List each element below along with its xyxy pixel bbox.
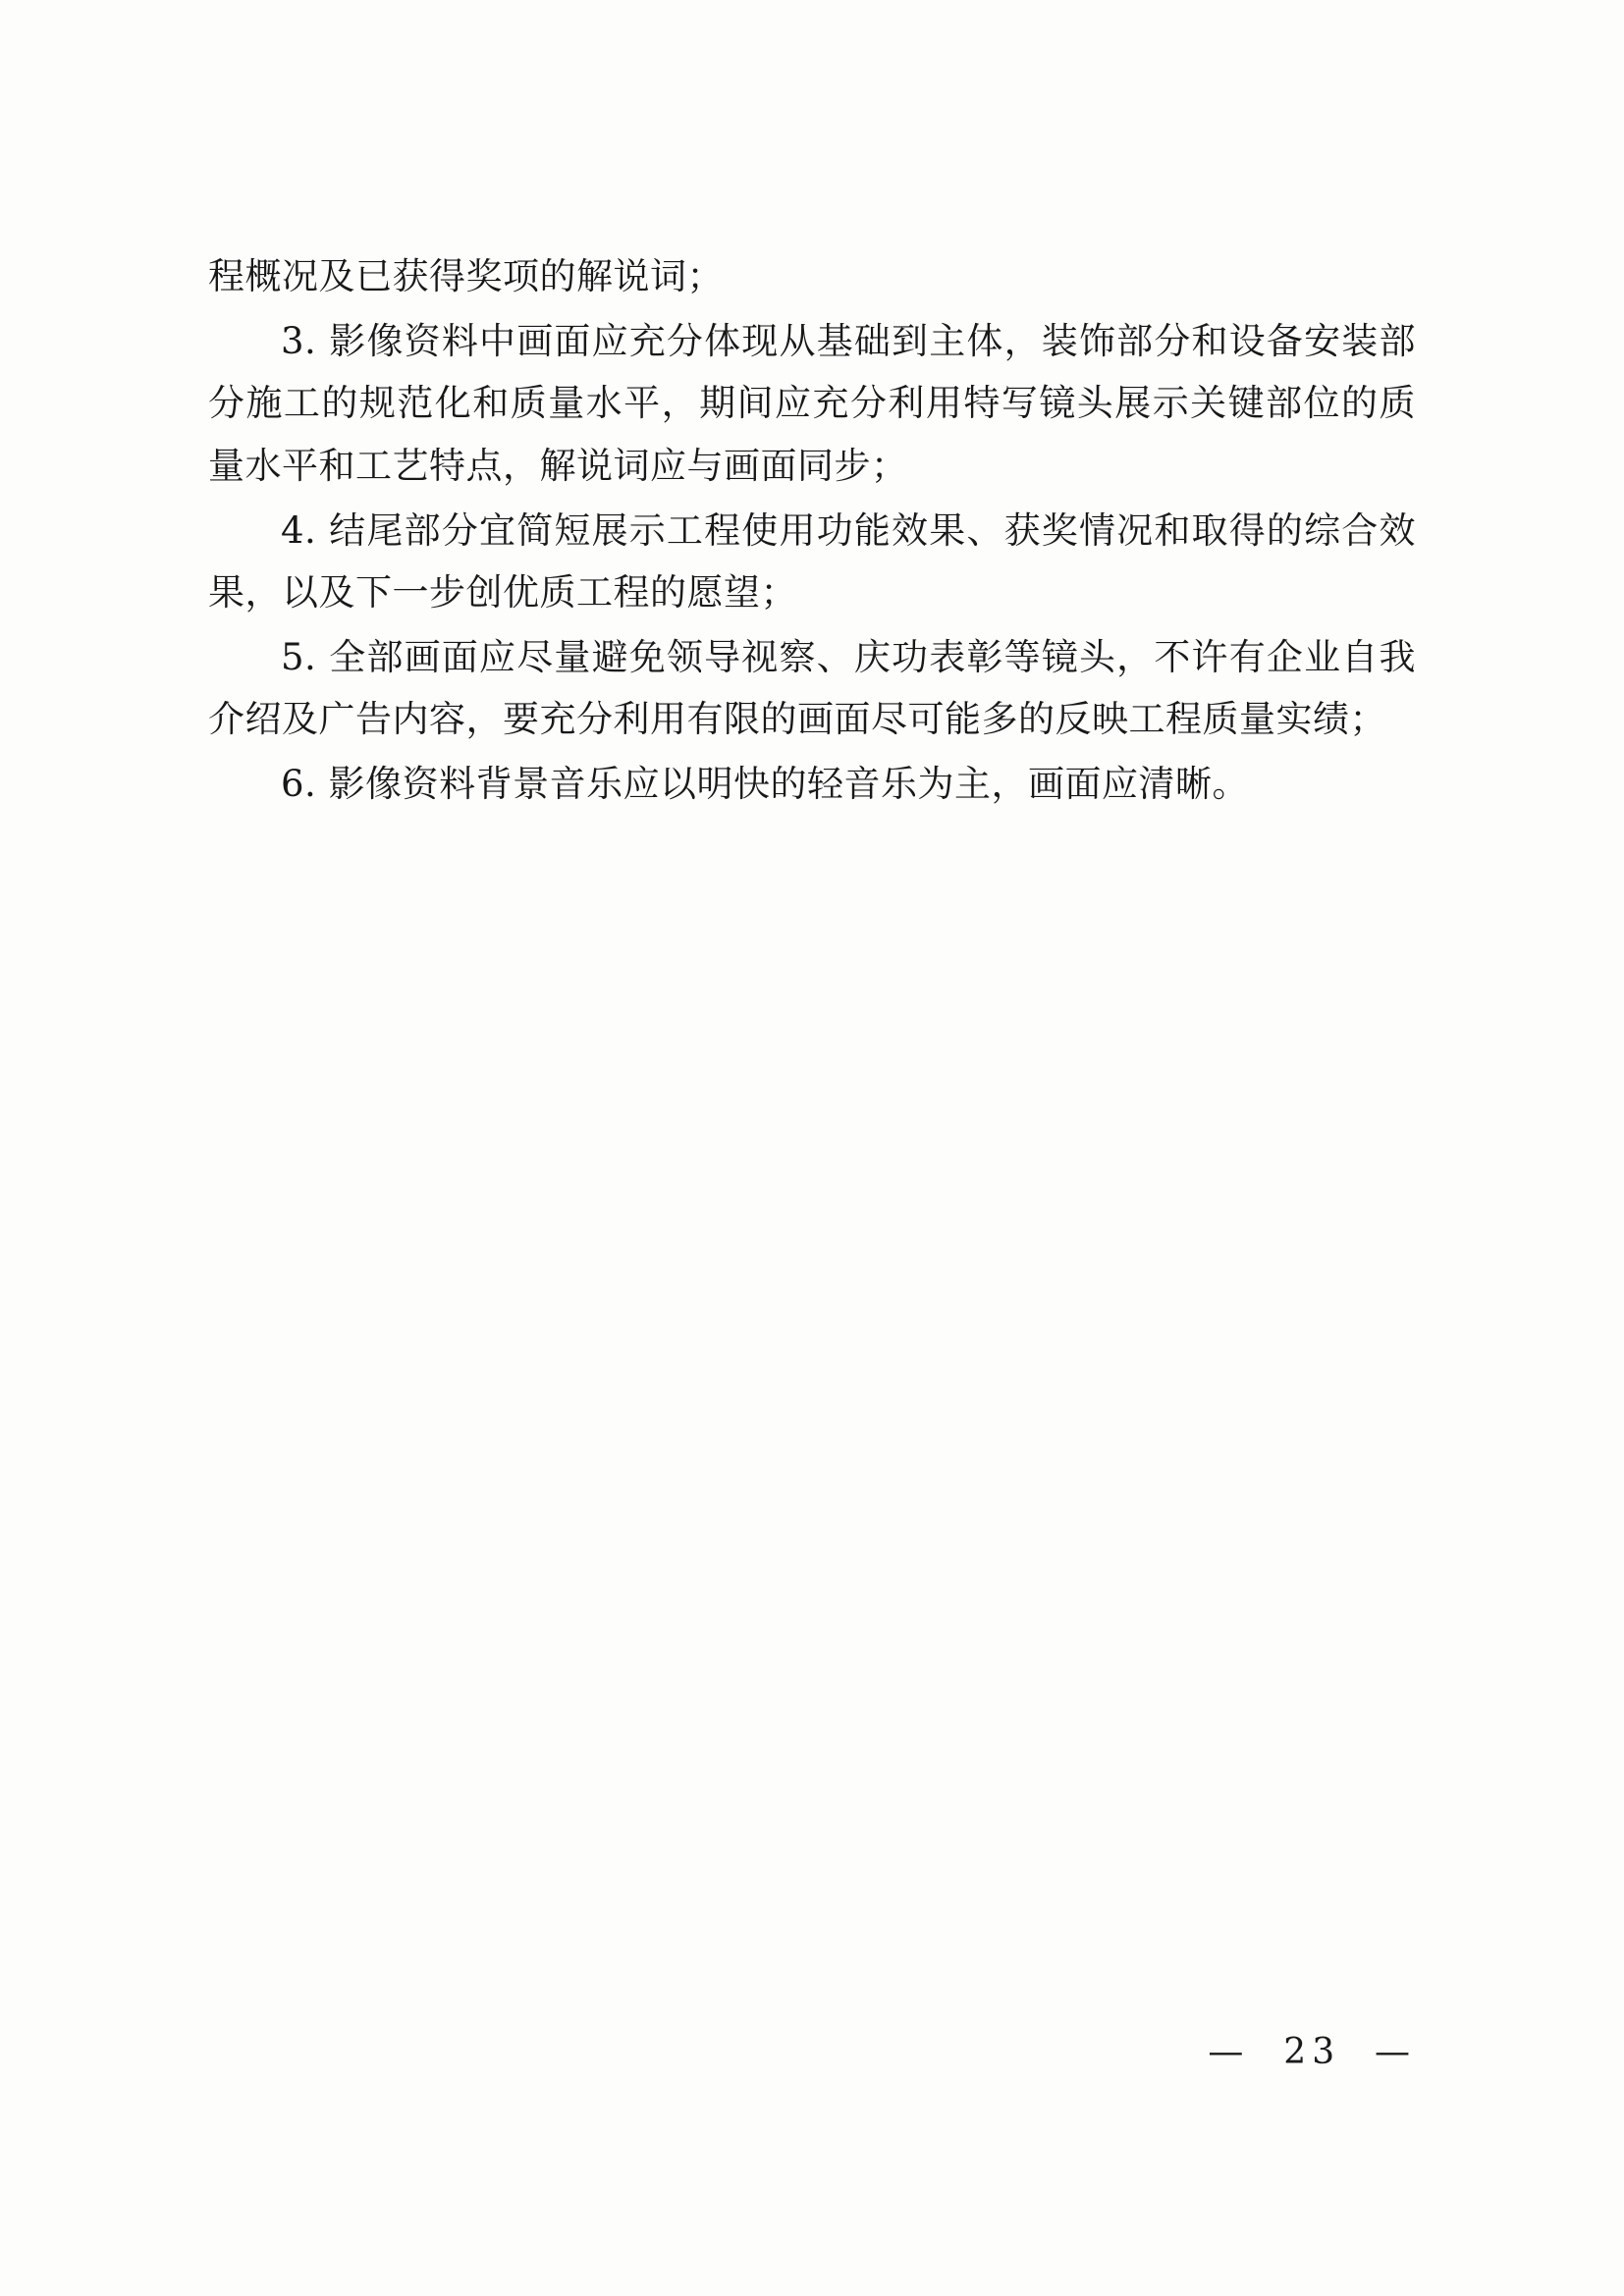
paragraph-item-4: 4. 结尾部分宜简短展示工程使用功能效果、获奖情况和取得的综合效果，以及下一步创优质工程的愿望； [208, 508, 1416, 614]
document-body [208, 245, 1416, 818]
paragraph-item-6: 6. 影像资料背景音乐应以明快的轻音乐为主，画面应清晰。 [281, 763, 1250, 805]
paragraph-item-5: 5. 全部画面应尽量避免领导视察、庆功表彰等镜头，不许有企业自我介绍及广告内容，要充分利用有限的画面尽可能多的反映工程质量实绩； [208, 635, 1416, 741]
paragraph-item-3: 3. 影像资料中画面应充分体现从基础到主体，装饰部分和设备安装部分施工的规范化和质量水平，期间应充分利用特写镜头展示关键部位的质量水平和工艺特点，解说词应与画面同步； [208, 319, 1416, 487]
page-number: — 23 — [1208, 2032, 1416, 2072]
page-number-footer [0, 2032, 1416, 2072]
paragraph-continuation: 程概况及已获得奖项的解说词； [208, 255, 724, 297]
